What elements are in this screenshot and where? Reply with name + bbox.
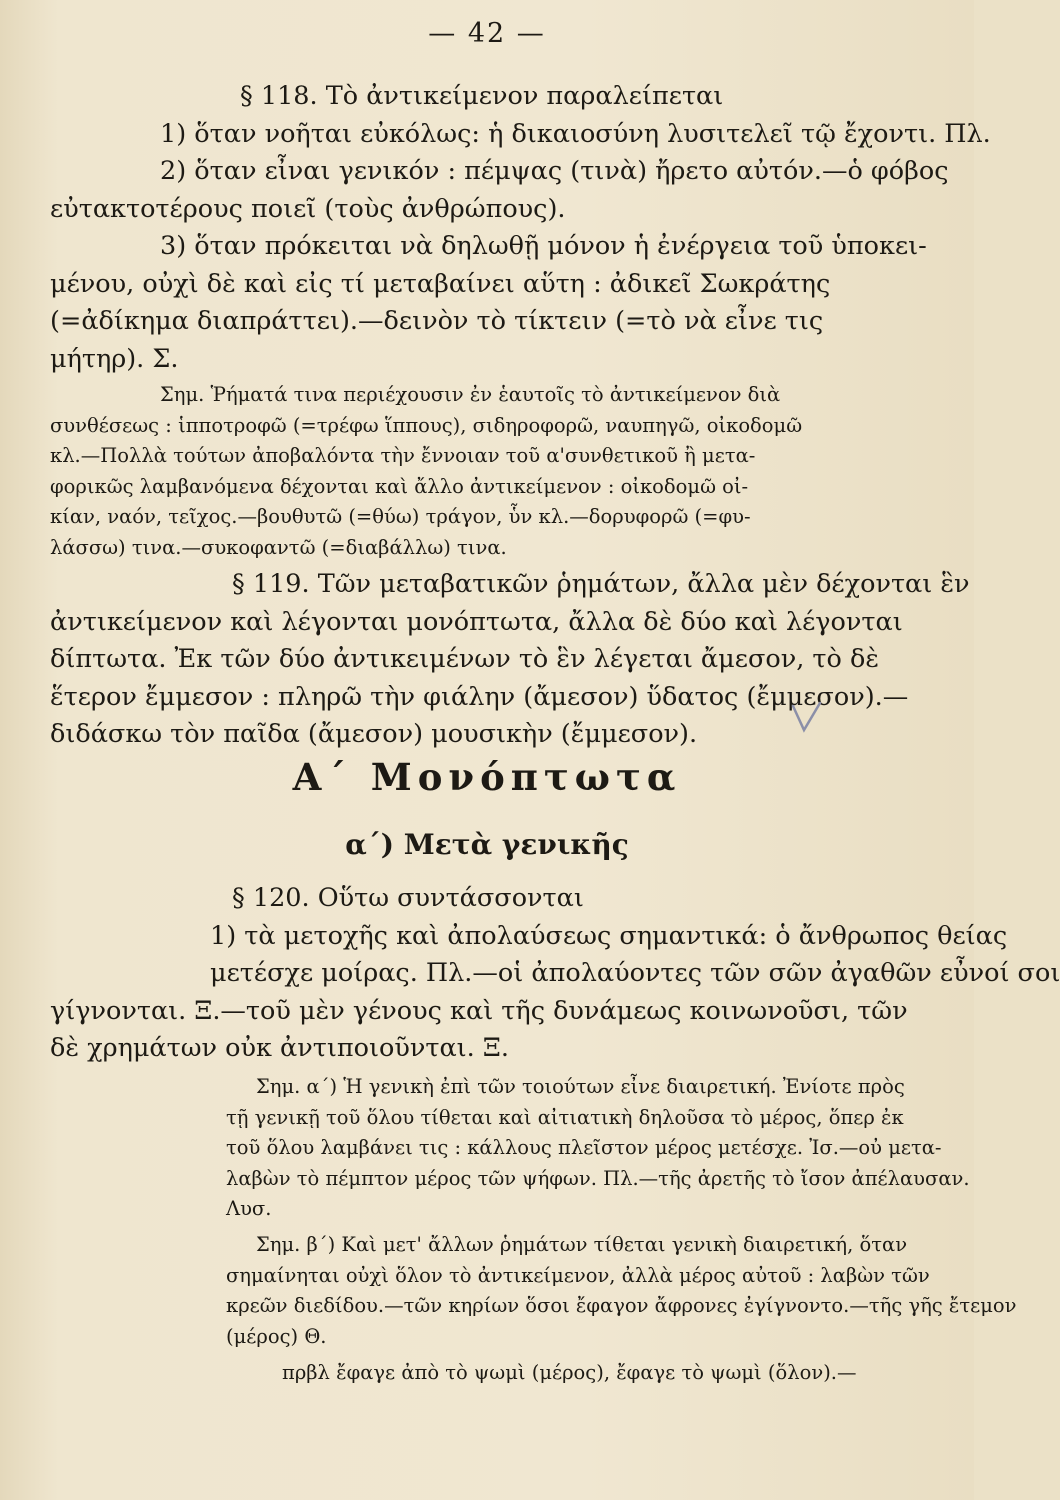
note-line: πρβλ ἔφαγε ἀπὸ τὸ ψωμὶ (μέρος), ἔφαγε τὸ ψωμὶ (ὅλον).—	[282, 1361, 857, 1384]
text-line: 2) ὅταν εἶναι γενικόν : πέμψας (τινὰ) ἤρετο αὐτόν.—ὁ φόβος	[160, 156, 949, 186]
text-line: ἀντικείμενον καὶ λέγονται μονόπτωτα, ἄλλα δὲ δύο καὶ λέγονται	[50, 606, 903, 637]
note-line: Λυσ.	[226, 1197, 272, 1220]
note-line: κίαν, ναόν, τεῖχος.—βουθυτῶ (=θύω) τράγον, ὗν κλ.—δορυφορῶ (=φυ-	[50, 505, 751, 528]
note-line: Σημ. β΄) Καὶ μετ' ἄλλων ῥημάτων τίθεται γενικὴ διαιρετική, ὅταν	[256, 1233, 908, 1256]
text-line: εὐτακτοτέρους ποιεῖ (τοὺς ἀνθρώπους).	[50, 193, 566, 224]
subchapter-heading: α΄) Μετὰ γενικῆς	[345, 828, 629, 861]
note-1	[50, 380, 968, 563]
section-118-heading: § 118. Τὸ ἀντικείμενον παραλείπεται	[240, 81, 724, 111]
note-line: σημαίνηται οὐχὶ ὅλον τὸ ἀντικείμενον, ἀλλὰ μέρος αὐτοῦ : λαβὼν τῶν	[226, 1263, 930, 1287]
section-118	[50, 78, 991, 378]
text-line: 1) ὅταν νοῆται εὐκόλως: ἡ δικαιοσύνη λυσιτελεῖ τῷ ἔχοντι. Πλ.	[160, 118, 991, 149]
note-line: Σημ. α΄) Ἡ γενικὴ ἐπὶ τῶν τοιούτων εἶνε διαιρετική. Ἐνίοτε πρὸς	[256, 1075, 905, 1098]
text-line: δίπτωτα. Ἐκ τῶν δύο ἀντικειμένων τὸ ἓν λέγεται ἄμεσον, τὸ δὲ	[50, 644, 880, 674]
note-line: λάσσω) τινα.—συκοφαντῶ (=διαβάλλω) τινα.	[50, 535, 507, 559]
text-line: μήτηρ). Σ.	[50, 343, 179, 374]
section-120-heading: § 120. Οὕτω συντάσσονται	[232, 883, 584, 913]
text-line: 1) τὰ μετοχῆς καὶ ἀπολαύσεως σημαντικά: ὁ ἄνθρωπος θείας	[210, 920, 1008, 951]
text-line: δὲ χρημάτων οὐκ ἀντιποιοῦνται. Ξ.	[50, 1033, 509, 1063]
text-line: μένου, οὐχὶ δὲ καὶ εἰς τί μεταβαίνει αὕτη : ἀδικεῖ Σωκράτης	[50, 268, 831, 299]
section-119	[50, 566, 968, 754]
text-line: ἕτερον ἔμμεσον : πληρῶ τὴν φιάλην (ἄμεσον) ὕδατος (ἔμμεσον).—	[50, 681, 909, 712]
text-line: μετέσχε μοίρας. Πλ.—οἱ ἀπολαύοντες τῶν σῶν ἀγαθῶν εὖνοί σοι	[210, 958, 1060, 988]
text-line: (=ἀδίκημα διαπράττει).—δεινὸν τὸ τίκτειν (=τὸ νὰ εἶνε τις	[50, 306, 824, 336]
note-line: κρεῶν διεδίδου.—τῶν κηρίων ὅσοι ἔφαγον ἄφρονες ἐγίγνοντο.—τῆς γῆς ἔτεμον	[226, 1294, 1017, 1317]
section-119-heading: § 119. Τῶν μεταβατικῶν ῥημάτων, ἄλλα μὲν δέχονται ἓν	[232, 569, 970, 599]
note-line: τῇ γενικῇ τοῦ ὅλου τίθεται καὶ αἰτιατικὴ δηλοῦσα τὸ μέρος, ὅπερ ἐκ	[226, 1105, 904, 1129]
text-line: γίγνονται. Ξ.—τοῦ μὲν γένους καὶ τῆς δυνάμεως κοινωνοῦσι, τῶν	[50, 995, 908, 1026]
note-2	[50, 1072, 968, 1225]
section-120	[50, 880, 1060, 1068]
note-line: φορικῶς λαμβανόμενα δέχονται καὶ ἄλλο ἀντικείμενον : οἰκοδομῶ οἰ-	[50, 474, 749, 498]
note-line: τοῦ ὅλου λαμβάνει τις : κάλλους πλεῖστον μέρος μετέσχε. Ἰσ.—οὐ μετα-	[226, 1136, 942, 1159]
text-line: διδάσκω τὸν παῖδα (ἄμεσον) μουσικὴν (ἔμμεσον).	[50, 719, 698, 749]
note-line: λαβὼν τὸ πέμπτον μέρος τῶν ψήφων. Πλ.—τῆς ἀρετῆς τὸ ἴσον ἀπέλαυσαν.	[226, 1166, 970, 1190]
note-line: Σημ. Ῥήματά τινα περιέχουσιν ἐν ἑαυτοῖς τὸ ἀντικείμενον διὰ	[160, 383, 781, 406]
chapter-heading: Α΄ Μονόπτωτα	[292, 755, 682, 799]
note-line: κλ.—Πολλὰ τούτων ἀποβαλόντα τὴν ἔννοιαν τοῦ α'συνθετικοῦ ἢ μετα-	[50, 444, 756, 467]
text-line: 3) ὅταν πρόκειται νὰ δηλωθῇ μόνον ἡ ἐνέργεια τοῦ ὑποκει-	[160, 231, 927, 261]
note-line: συνθέσεως : ἱπποτροφῶ (=τρέφω ἵππους), σιδηροφορῶ, ναυπηγῶ, οἰκοδομῶ	[50, 413, 803, 437]
page-number: — 42 —	[428, 18, 546, 49]
pencil-check-mark	[790, 700, 824, 736]
note-line: (μέρος) Θ.	[226, 1324, 327, 1348]
note-3	[50, 1230, 1017, 1389]
